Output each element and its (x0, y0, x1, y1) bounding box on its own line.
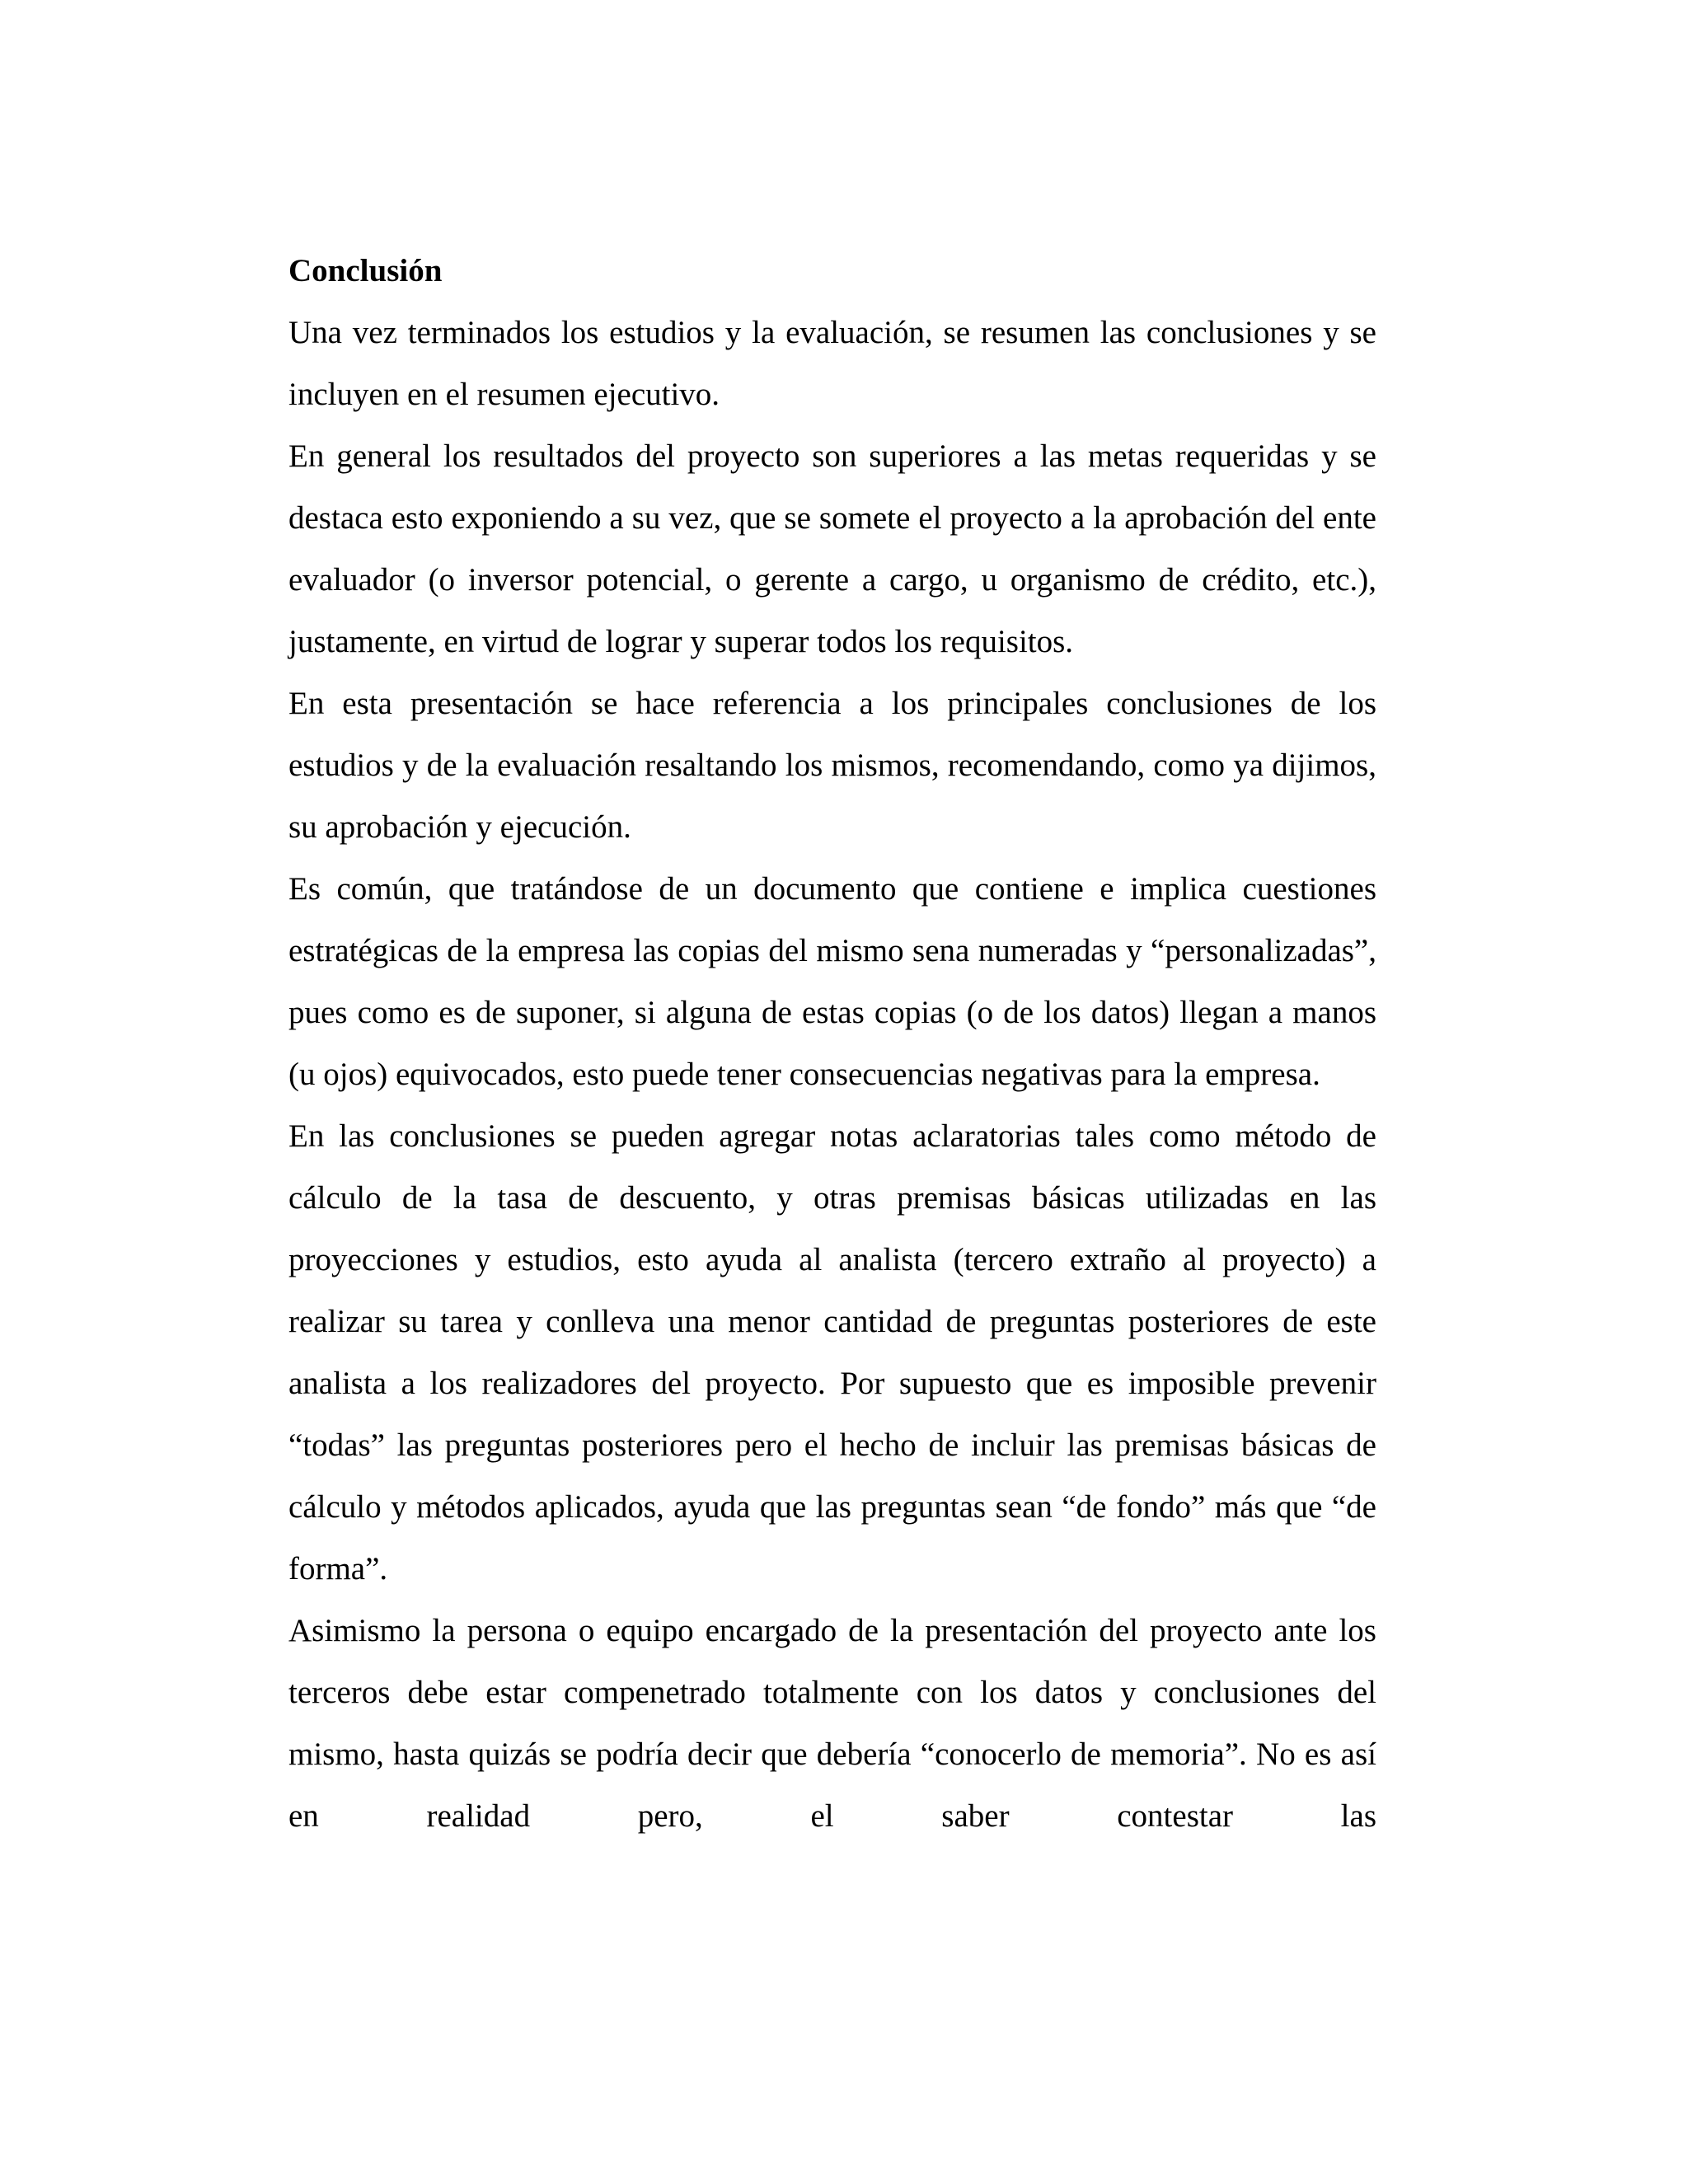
paragraph: Asimismo la persona o equipo encargado de la presentación del proyecto ante los terceros debe estar compenetrado totalmente con los datos y conclusiones del mismo, hasta quizás se podría decir que debería “conocerlo de memoria”. No es así en realidad pero, el saber contestar las (288, 1613, 1376, 1834)
paragraph: Es común, que tratándose de un documento que contiene e implica cuestiones estratégicas de la empresa las copias del mismo sena numeradas y “personalizadas”, pues como es de suponer, si alguna de estas copias (o de los datos) llegan a manos (u ojos) equivocados, esto puede tener consecuencias negativas para la empresa. (288, 871, 1376, 1092)
paragraph: En esta presentación se hace referencia a los principales conclusiones de los estudios y de la evaluación resaltando los mismos, recomendando, como ya dijimos, su aprobación y ejecución. (288, 686, 1376, 845)
paragraph: En general los resultados del proyecto son superiores a las metas requeridas y se destaca esto exponiendo a su vez, que se somete el proyecto a la aprobación del ente evaluador (o inversor potencial, o gerente a cargo, u organismo de crédito, etc.), justamente, en virtud de lograr y superar todos los requisitos. (288, 438, 1376, 659)
section-heading: Conclusión (288, 253, 443, 288)
paragraph: En las conclusiones se pueden agregar notas aclaratorias tales como método de cálculo de la tasa de descuento, y otras premisas básicas utilizadas en las proyecciones y estudios, esto ayuda al analista (tercero extraño al proyecto) a realizar su tarea y conlleva una menor cantidad de preguntas posteriores de este analista a los realizadores del proyecto. Por supuesto que es imposible prevenir “todas” las preguntas posteriores pero el hecho de incluir las premisas básicas de cálculo y métodos aplicados, ayuda que las preguntas sean “de fondo” más que “de forma”. (288, 1118, 1376, 1586)
paragraph: Una vez terminados los estudios y la evaluación, se resumen las conclusiones y se incluyen en el resumen ejecutivo. (288, 315, 1376, 412)
document-body (288, 240, 1376, 1847)
